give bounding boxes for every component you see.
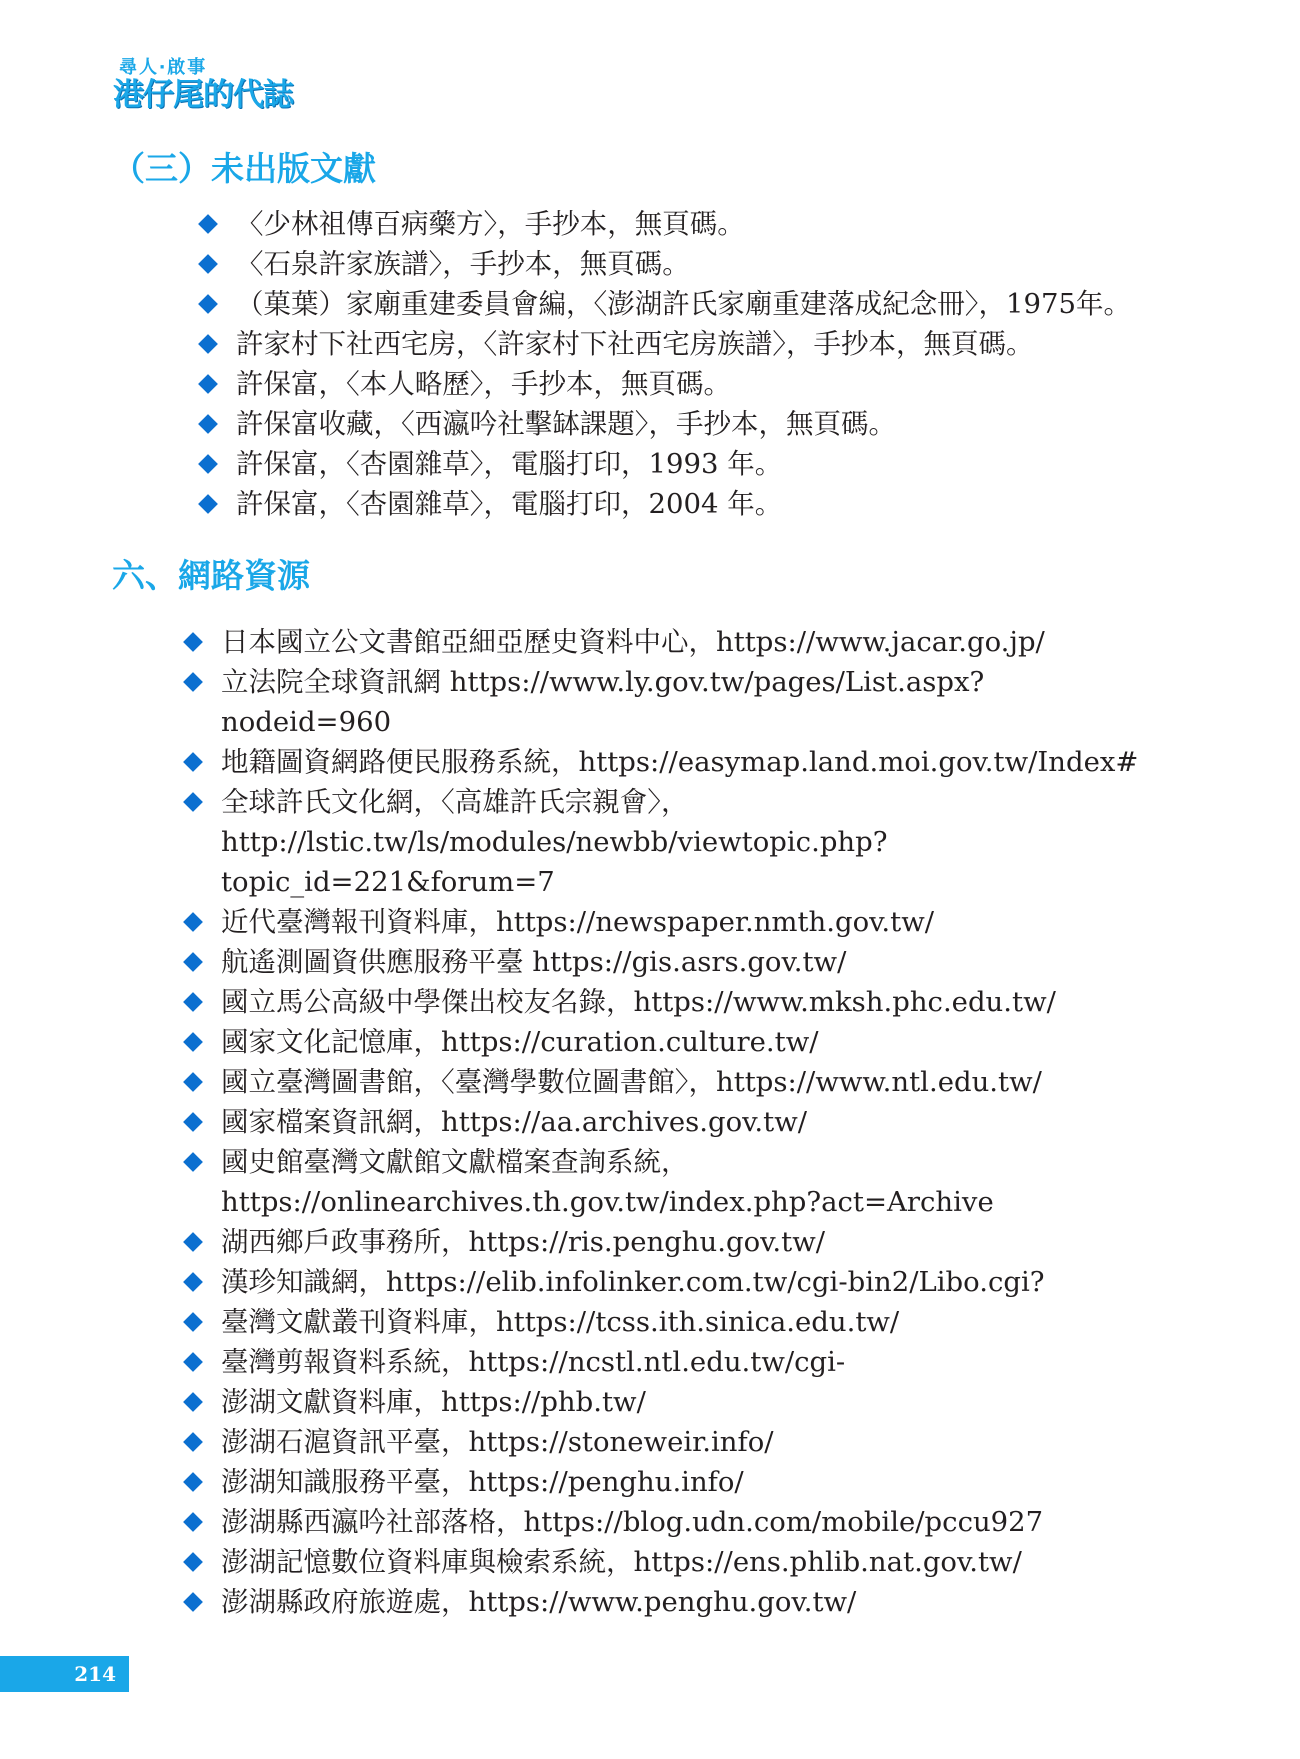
diamond-bullet-icon — [183, 1392, 203, 1412]
item-text: 許保富，〈杏園雜草〉，電腦打印，1993 年。 — [236, 448, 783, 480]
item-text: 國立臺灣圖書館，〈臺灣學數位圖書館〉，https://www.ntl.edu.tw/ — [221, 1066, 1042, 1098]
diamond-bullet-icon — [183, 792, 203, 812]
list-item — [181, 1422, 1153, 1462]
item-text: 澎湖縣西瀛吟社部落格，https://blog.udn.com/mobile/pccu927 — [221, 1506, 1044, 1538]
list-item — [181, 1302, 1153, 1342]
item-text: 國史館臺灣文獻館文獻檔案查詢系統，https://onlinearchives.th.gov.tw/index.php?act=Archive — [221, 1146, 994, 1218]
diamond-bullet-icon — [198, 494, 218, 514]
list-item — [196, 364, 1196, 404]
diamond-bullet-icon — [198, 454, 218, 474]
page-number: 214 — [0, 1656, 129, 1692]
logo-subtitle: 尋人‧啟事 — [119, 57, 208, 78]
item-text: 臺灣文獻叢刊資料庫，https://tcss.ith.sinica.edu.tw/ — [221, 1306, 900, 1338]
item-text: 許保富收藏，〈西瀛吟社擊缽課題〉，手抄本，無頁碼。 — [236, 408, 896, 440]
item-text: 〈少林祖傳百病藥方〉，手抄本，無頁碼。 — [236, 208, 745, 240]
unpublished-list — [196, 204, 1196, 524]
diamond-bullet-icon — [183, 672, 203, 692]
item-text: （菓葉）家廟重建委員會編，〈澎湖許氏家廟重建落成紀念冊〉，1975年。 — [236, 288, 1131, 320]
diamond-bullet-icon — [183, 1592, 203, 1612]
section-title-online-resources: 六、網路資源 — [112, 556, 310, 595]
diamond-bullet-icon — [183, 1232, 203, 1252]
item-text: 湖西鄉戶政事務所，https://ris.penghu.gov.tw/ — [221, 1226, 826, 1258]
diamond-bullet-icon — [198, 374, 218, 394]
item-text: 航遙測圖資供應服務平臺 https://gis.asrs.gov.tw/ — [221, 946, 847, 978]
diamond-bullet-icon — [183, 912, 203, 932]
list-item — [181, 662, 1153, 742]
diamond-bullet-icon — [198, 334, 218, 354]
item-text: 地籍圖資網路便民服務系統，https://easymap.land.moi.gov.tw/Index# — [221, 746, 1139, 778]
list-item — [181, 1222, 1153, 1262]
diamond-bullet-icon — [183, 1472, 203, 1492]
list-item — [196, 404, 1196, 444]
list-item — [196, 484, 1196, 524]
diamond-bullet-icon — [183, 1432, 203, 1452]
item-text: 澎湖記憶數位資料庫與檢索系統，https://ens.phlib.nat.gov.tw/ — [221, 1546, 1022, 1578]
item-text: 漢珍知識網，https://elib.infolinker.com.tw/cgi-bin2/Libo.cgi? — [221, 1266, 1045, 1298]
list-item — [181, 1542, 1153, 1582]
diamond-bullet-icon — [183, 1512, 203, 1532]
item-text: 全球許氏文化網，〈高雄許氏宗親會〉，http://lstic.tw/ls/modules/newbb/viewtopic.php?topic_id=221&forum=7 — [221, 786, 888, 898]
list-item — [181, 1582, 1153, 1622]
diamond-bullet-icon — [198, 254, 218, 274]
diamond-bullet-icon — [198, 294, 218, 314]
list-item — [181, 1382, 1153, 1422]
diamond-bullet-icon — [183, 1072, 203, 1092]
diamond-bullet-icon — [183, 1152, 203, 1172]
item-text: 日本國立公文書館亞細亞歷史資料中心，https://www.jacar.go.jp/ — [221, 626, 1045, 658]
diamond-bullet-icon — [183, 752, 203, 772]
list-item — [181, 982, 1153, 1022]
list-item — [181, 1462, 1153, 1502]
logo-title: 港仔尾的代誌 — [113, 77, 293, 113]
diamond-bullet-icon — [198, 214, 218, 234]
item-text: 立法院全球資訊網 https://www.ly.gov.tw/pages/List.aspx?nodeid=960 — [221, 666, 985, 738]
list-item — [196, 444, 1196, 484]
list-item — [181, 1102, 1153, 1142]
list-item — [181, 1142, 1153, 1222]
item-text: 國立馬公高級中學傑出校友名錄，https://www.mksh.phc.edu.tw/ — [221, 986, 1056, 1018]
diamond-bullet-icon — [183, 1032, 203, 1052]
item-text: 澎湖文獻資料庫，https://phb.tw/ — [221, 1386, 646, 1418]
list-item — [181, 1342, 1153, 1382]
list-item — [181, 742, 1153, 782]
list-item — [181, 1502, 1153, 1542]
list-item — [196, 204, 1196, 244]
list-item — [196, 324, 1196, 364]
diamond-bullet-icon — [183, 1352, 203, 1372]
list-item — [181, 1262, 1153, 1302]
book-logo — [113, 58, 373, 112]
list-item — [181, 1062, 1153, 1102]
list-item — [181, 902, 1153, 942]
item-text: 近代臺灣報刊資料庫，https://newspaper.nmth.gov.tw/ — [221, 906, 935, 938]
online-resources-list — [181, 622, 1153, 1622]
item-text: 澎湖石滬資訊平臺，https://stoneweir.info/ — [221, 1426, 774, 1458]
diamond-bullet-icon — [183, 632, 203, 652]
diamond-bullet-icon — [183, 1272, 203, 1292]
item-text: 澎湖知識服務平臺，https://penghu.info/ — [221, 1466, 744, 1498]
item-text: 許家村下社西宅房，〈許家村下社西宅房族譜〉，手抄本，無頁碼。 — [236, 328, 1034, 360]
diamond-bullet-icon — [183, 1312, 203, 1332]
section-title-unpublished: （三）未出版文獻 — [112, 149, 376, 188]
item-text: 國家檔案資訊網，https://aa.archives.gov.tw/ — [221, 1106, 807, 1138]
item-text: 臺灣剪報資料系統，https://ncstl.ntl.edu.tw/cgi- — [221, 1346, 846, 1378]
diamond-bullet-icon — [183, 992, 203, 1012]
item-text: 澎湖縣政府旅遊處，https://www.penghu.gov.tw/ — [221, 1586, 857, 1618]
list-item — [196, 284, 1196, 324]
list-item — [181, 1022, 1153, 1062]
diamond-bullet-icon — [183, 952, 203, 972]
diamond-bullet-icon — [183, 1112, 203, 1132]
item-text: 國家文化記憶庫，https://curation.culture.tw/ — [221, 1026, 819, 1058]
diamond-bullet-icon — [198, 414, 218, 434]
diamond-bullet-icon — [183, 1552, 203, 1572]
item-text: 許保富，〈杏園雜草〉，電腦打印，2004 年。 — [236, 488, 783, 520]
list-item — [196, 244, 1196, 284]
list-item — [181, 782, 1153, 902]
list-item — [181, 622, 1153, 662]
item-text: 〈石泉許家族譜〉，手抄本，無頁碼。 — [236, 248, 690, 280]
item-text: 許保富，〈本人略歷〉，手抄本，無頁碼。 — [236, 368, 731, 400]
list-item — [181, 942, 1153, 982]
